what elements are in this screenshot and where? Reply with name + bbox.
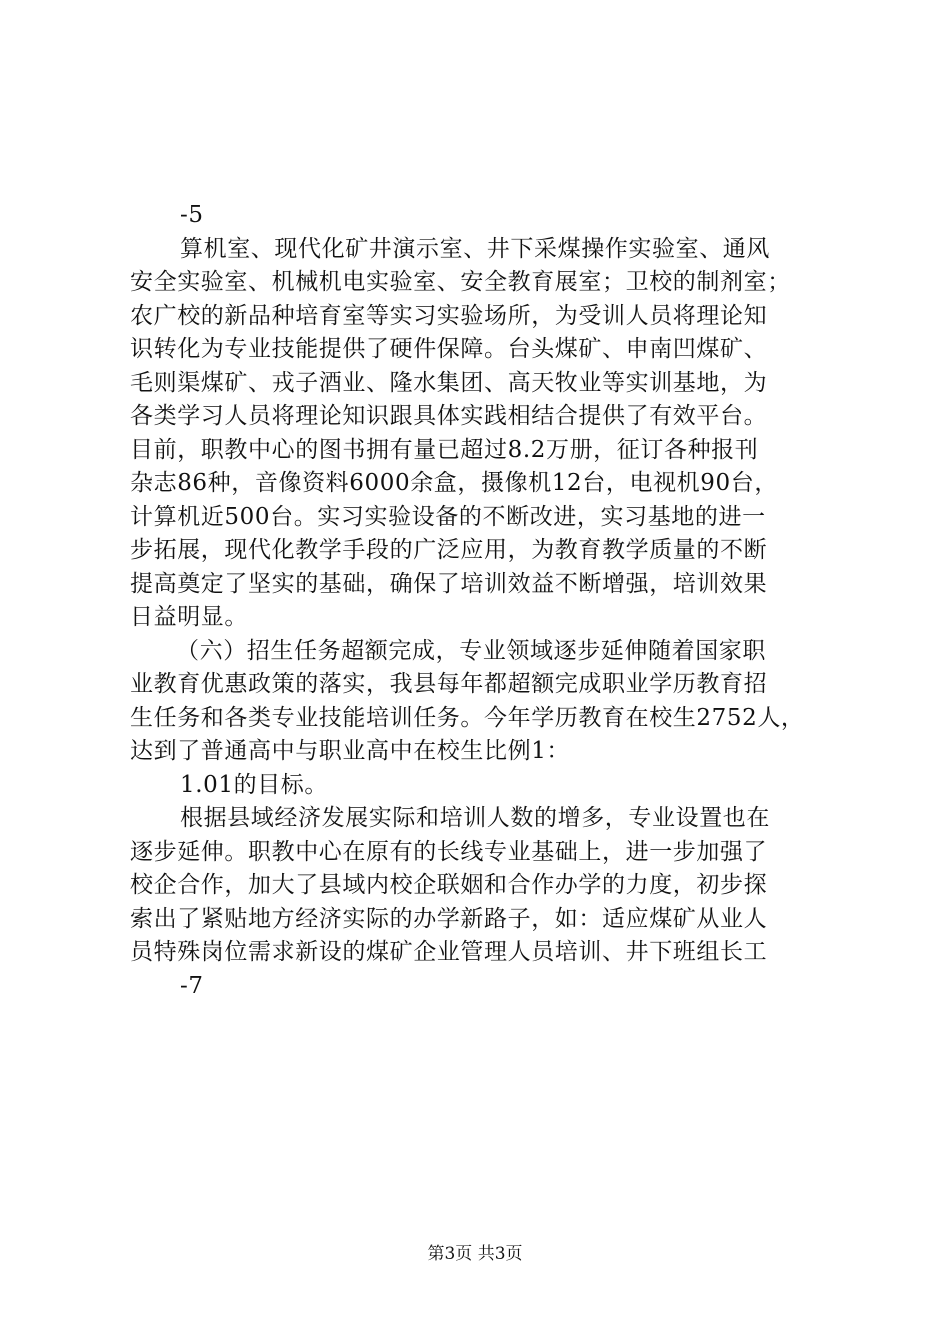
paragraph-line: 计算机近500台。实习实验设备的不断改进，实习基地的进一 <box>130 503 766 530</box>
paragraph-line: 步拓展，现代化教学手段的广泛应用，为教育教学质量的不断 <box>130 537 768 563</box>
paragraph-line: 员特殊岗位需求新设的煤矿企业管理人员培训、井下班组长工 <box>130 939 768 965</box>
paragraph-line: 目前，职教中心的图书拥有量已超过8.2万册，征订各种报刊 <box>130 436 759 463</box>
page-marker: -7 <box>180 972 204 999</box>
paragraph-line: 达到了普通高中与职业高中在校生比例1： <box>130 738 571 764</box>
paragraph-line: 逐步延伸。职教中心在原有的长线专业基础上，进一步加强了 <box>130 838 768 865</box>
page-footer <box>0 1243 950 1265</box>
paragraph-line: 生任务和各类专业技能培训任务。今年学历教育在校生2752人， <box>130 704 805 731</box>
page-number-label: 第3页 共3页 <box>427 1244 523 1264</box>
paragraph-line: 识转化为专业技能提供了硬件保障。台头煤矿、申南凹煤矿、 <box>130 336 768 362</box>
paragraph-line: 农广校的新品种培育室等实习实验场所，为受训人员将理论知 <box>130 302 768 329</box>
paragraph-line: 索出了紧贴地方经济实际的办学新路子，如：适应煤矿从业人 <box>130 905 768 932</box>
paragraph-line: 1.01的目标。 <box>180 771 329 798</box>
paragraph-line: 校企合作，加大了县域内校企联姻和合作办学的力度，初步探 <box>130 872 768 898</box>
paragraph-line: 算机室、现代化矿井演示室、井下采煤操作实验室、通风 <box>180 235 770 262</box>
paragraph-line: 杂志86种，音像资料6000余盒，摄像机12台，电视机90台， <box>130 470 778 496</box>
document-body <box>130 199 830 1003</box>
paragraph-line: 业教育优惠政策的落实，我县每年都超额完成职业学历教育招 <box>130 671 768 697</box>
paragraph-line: 毛则渠煤矿、戎子酒业、隆水集团、高天牧业等实训基地，为 <box>130 369 768 396</box>
paragraph-line: 安全实验室、机械机电实验室、安全教育展室；卫校的制剂室； <box>130 269 791 295</box>
page-marker: -5 <box>180 202 204 228</box>
paragraph-line: 根据县域经济发展实际和培训人数的增多，专业设置也在 <box>180 805 770 831</box>
paragraph-line: 各类学习人员将理论知识跟具体实践相结合提供了有效平台。 <box>130 403 768 429</box>
paragraph-line: 日益明显。 <box>130 604 248 630</box>
section-heading-line: （六）招生任务超额完成，专业领域逐步延伸随着国家职 <box>176 637 766 664</box>
paragraph-line: 提高奠定了坚实的基础，确保了培训效益不断增强，培训效果 <box>130 570 768 597</box>
